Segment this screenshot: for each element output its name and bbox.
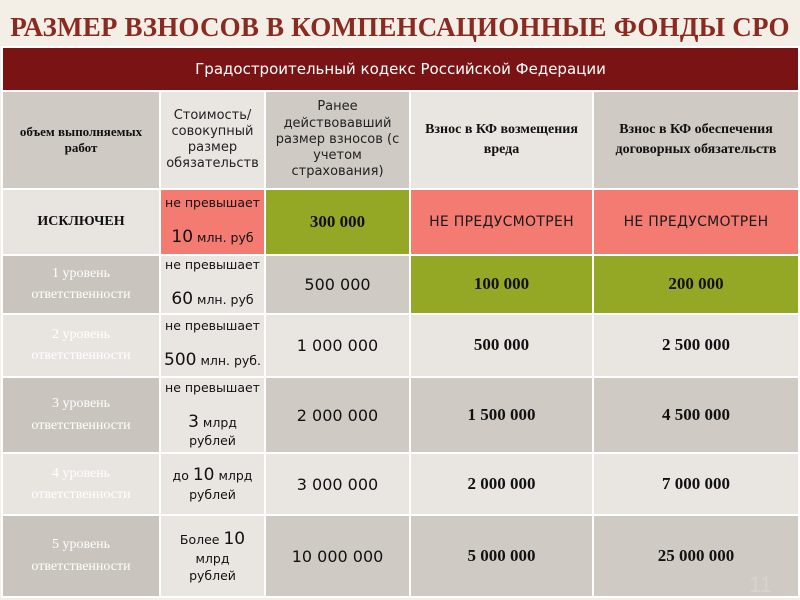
limit-prefix: не превышает bbox=[165, 257, 260, 273]
header-kf-harm: Взнос в КФ возмещения вреда bbox=[410, 91, 593, 188]
table-row bbox=[2, 314, 799, 377]
previous-value: 10 000 000 bbox=[265, 515, 410, 597]
contributions-table bbox=[1, 46, 800, 598]
kf-contract-value: 4 500 000 bbox=[593, 377, 799, 454]
limit-number: 3 bbox=[188, 411, 199, 432]
limit-unit-2: рублей bbox=[189, 487, 236, 503]
header-cost: Стоимость/ совокупный размер обязательств bbox=[160, 91, 265, 188]
header-previous: Ранее действовавший размер взносов (с учетом страхования) bbox=[265, 91, 410, 188]
header-work-volume: объем выполняемых работ bbox=[2, 91, 160, 188]
banner-cell: Градостроительный кодекс Российской Федерации bbox=[2, 47, 799, 91]
limit-prefix: Более bbox=[179, 531, 220, 547]
kf-harm-value: 2 000 000 bbox=[410, 453, 593, 515]
level-cell: 1 уровень ответственности bbox=[2, 255, 160, 314]
limit-cell bbox=[160, 314, 265, 377]
kf-harm-value: 5 000 000 bbox=[410, 515, 593, 597]
page-number: 11 bbox=[749, 572, 772, 597]
limit-prefix: до bbox=[172, 468, 189, 484]
limit-cell bbox=[160, 453, 265, 515]
limit-number: 10 bbox=[171, 226, 194, 247]
previous-value: 300 000 bbox=[265, 189, 410, 255]
limit-unit: млрд bbox=[202, 414, 237, 430]
limit-cell bbox=[160, 189, 265, 255]
kf-harm-value: 100 000 bbox=[410, 255, 593, 314]
level-cell: ИСКЛЮЧЕН bbox=[2, 189, 160, 255]
kf-harm-value: 500 000 bbox=[410, 314, 593, 377]
level-cell: 4 уровень ответственности bbox=[2, 453, 160, 515]
limit-unit-2: рублей bbox=[189, 567, 236, 583]
table-row bbox=[2, 377, 799, 454]
limit-number: 500 bbox=[164, 350, 197, 371]
limit-cell bbox=[160, 515, 265, 597]
kf-contract-value: 200 000 bbox=[593, 255, 799, 314]
limit-prefix: не превышает bbox=[165, 379, 260, 395]
limit-unit: млн. руб. bbox=[200, 353, 261, 369]
table-row bbox=[2, 255, 799, 314]
previous-value: 3 000 000 bbox=[265, 453, 410, 515]
previous-value: 1 000 000 bbox=[265, 314, 410, 377]
limit-number: 60 bbox=[171, 289, 194, 310]
limit-unit: млн. руб bbox=[197, 229, 254, 245]
page-title: РАЗМЕР ВЗНОСОВ В КОМПЕНСАЦИОННЫЕ ФОНДЫ СРО bbox=[10, 12, 790, 42]
kf-harm-value: НЕ ПРЕДУСМОТРЕН bbox=[410, 189, 593, 255]
limit-cell bbox=[160, 377, 265, 454]
limit-unit-2: рублей bbox=[189, 433, 236, 449]
limit-unit: млн. руб bbox=[197, 292, 254, 308]
previous-value: 2 000 000 bbox=[265, 377, 410, 454]
table-row bbox=[2, 453, 799, 515]
kf-contract-value: 7 000 000 bbox=[593, 453, 799, 515]
kf-harm-value: 1 500 000 bbox=[410, 377, 593, 454]
level-cell: 3 уровень ответственности bbox=[2, 377, 160, 454]
banner-row bbox=[2, 47, 799, 91]
header-row bbox=[2, 91, 799, 188]
level-cell: 2 уровень ответственности bbox=[2, 314, 160, 377]
header-kf-contract: Взнос в КФ обеспечения договорных обязательств bbox=[593, 91, 799, 188]
previous-value: 500 000 bbox=[265, 255, 410, 314]
limit-number: 10 bbox=[223, 528, 246, 549]
kf-contract-value: НЕ ПРЕДУСМОТРЕН bbox=[593, 189, 799, 255]
kf-contract-value: 2 500 000 bbox=[593, 314, 799, 377]
limit-unit: млрд bbox=[218, 468, 253, 484]
table-row bbox=[2, 189, 799, 255]
limit-prefix: не превышает bbox=[165, 318, 260, 334]
limit-number: 10 bbox=[192, 465, 215, 486]
limit-prefix: не превышает bbox=[165, 194, 260, 210]
level-cell: 5 уровень ответственности bbox=[2, 515, 160, 597]
limit-cell bbox=[160, 255, 265, 314]
table-row bbox=[2, 515, 799, 597]
limit-unit: млрд bbox=[195, 550, 230, 566]
kf-contract-value: 25 000 000 bbox=[593, 515, 799, 597]
